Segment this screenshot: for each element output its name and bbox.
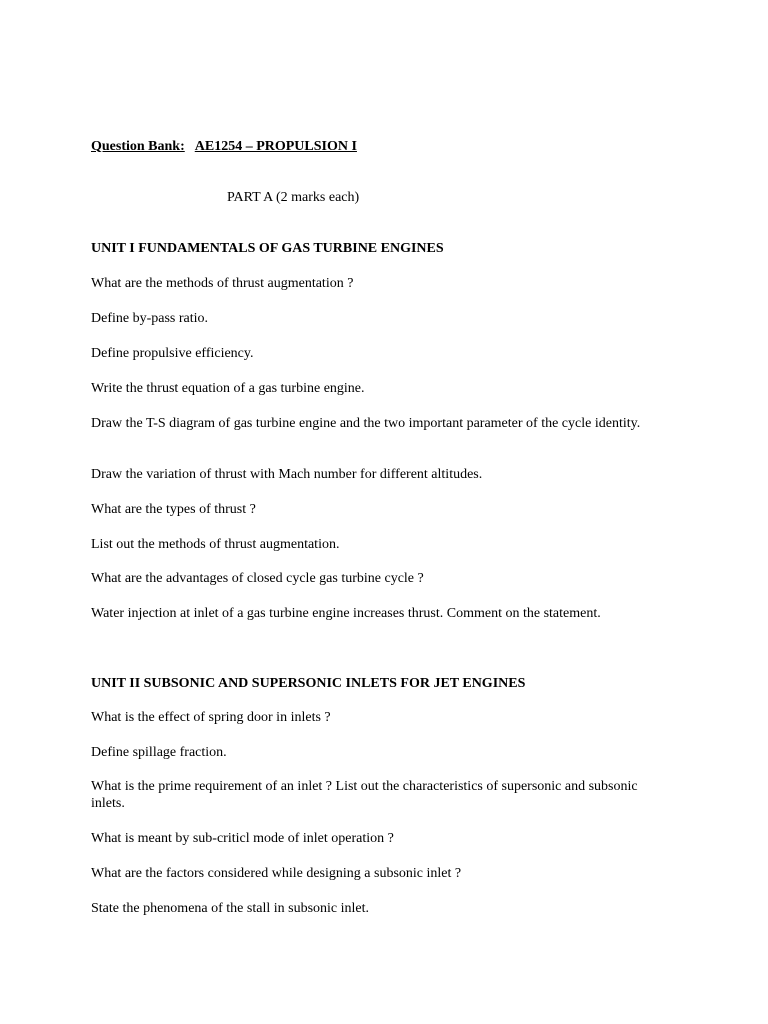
question-item: What are the factors considered while designing a subsonic inlet ? xyxy=(91,866,462,881)
question-item: List out the methods of thrust augmentation. xyxy=(91,537,340,552)
question-item: Define by-pass ratio. xyxy=(91,311,209,326)
question-item: What is the effect of spring door in inlets ? xyxy=(91,710,331,725)
title-prefix: Question Bank: xyxy=(91,139,185,154)
question-item: What is the prime requirement of an inlet ? List out the characteristics of supersonic and subsonic inlets. xyxy=(91,779,638,811)
document-title xyxy=(91,138,357,155)
unit-heading: UNIT II SUBSONIC AND SUPERSONIC INLETS FOR JET ENGINES xyxy=(91,676,526,691)
question-item: Define spillage fraction. xyxy=(91,745,227,760)
question-item: Water injection at inlet of a gas turbine engine increases thrust. Comment on the statement. xyxy=(91,606,601,621)
part-heading: PART A (2 marks each) xyxy=(227,190,360,205)
question-item: What are the methods of thrust augmentation ? xyxy=(91,276,354,291)
question-item: Write the thrust equation of a gas turbine engine. xyxy=(91,381,365,396)
unit-heading: UNIT I FUNDAMENTALS OF GAS TURBINE ENGINES xyxy=(91,241,444,256)
question-item: What are the types of thrust ? xyxy=(91,502,256,517)
question-item: Draw the variation of thrust with Mach number for different altitudes. xyxy=(91,467,483,482)
question-item: What are the advantages of closed cycle gas turbine cycle ? xyxy=(91,571,424,586)
question-item: What is meant by sub-criticl mode of inlet operation ? xyxy=(91,831,394,846)
question-item: State the phenomena of the stall in subsonic inlet. xyxy=(91,901,369,916)
question-item: Define propulsive efficiency. xyxy=(91,346,254,361)
course-title: AE1254 – PROPULSION I xyxy=(194,139,357,154)
question-item: Draw the T-S diagram of gas turbine engine and the two important parameter of the cycle identity. xyxy=(91,416,641,431)
